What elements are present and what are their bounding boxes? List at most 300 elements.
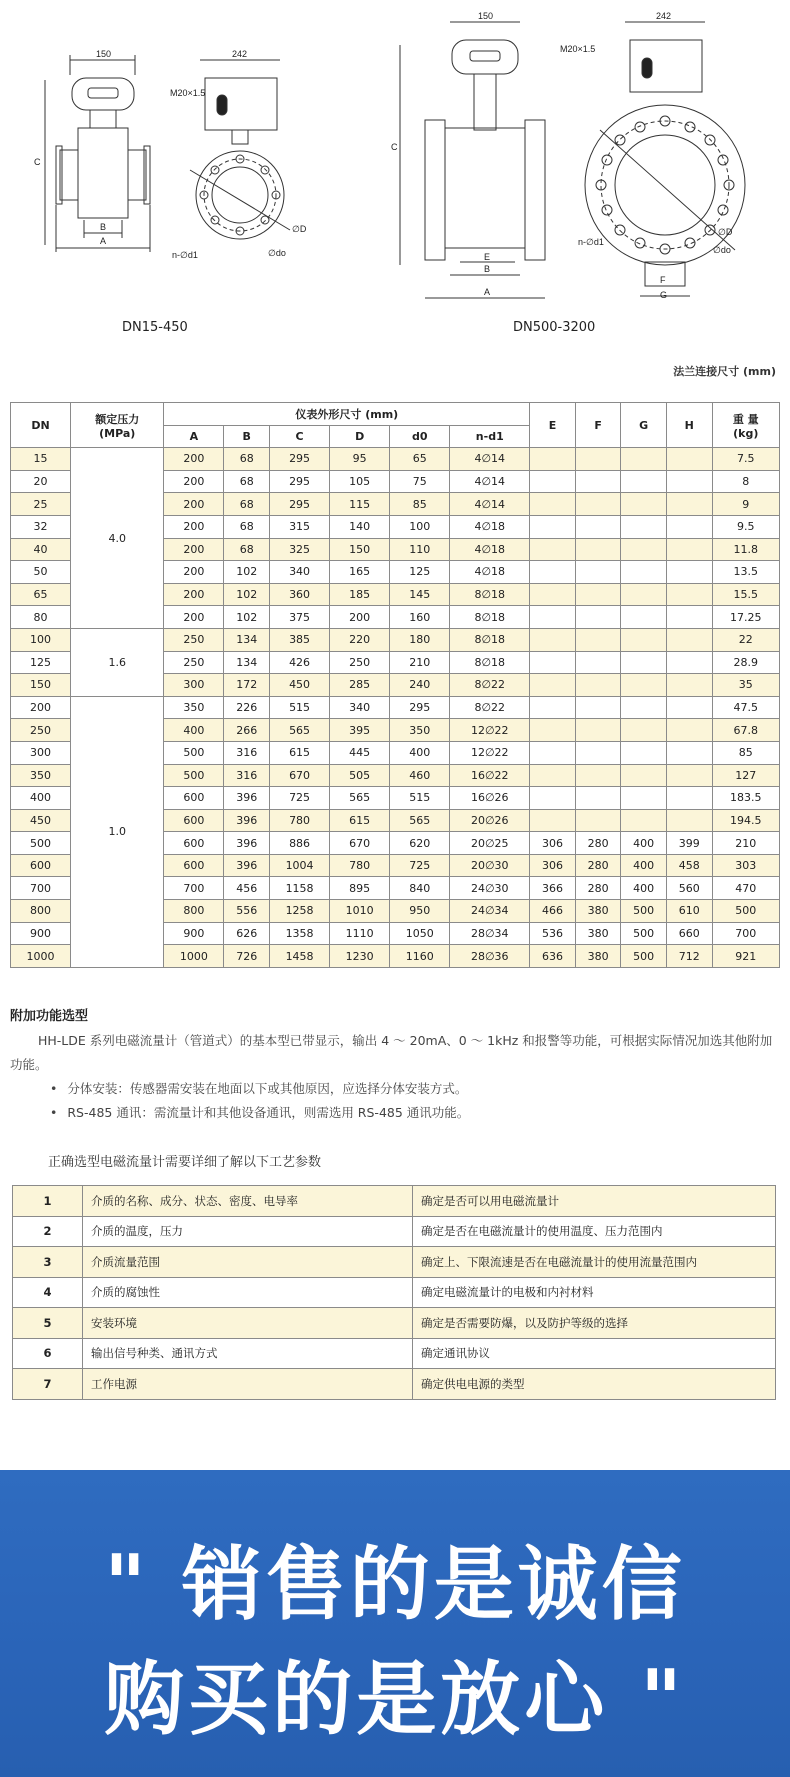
right-dim-e: E	[484, 252, 491, 262]
dimension-table	[10, 402, 780, 968]
cell-c: 615	[270, 741, 330, 764]
cell-f	[575, 674, 621, 697]
cell-dn: 150	[11, 674, 71, 697]
right-dim-d: ∅D	[718, 227, 733, 237]
cell-d0: 100	[390, 515, 450, 538]
param-cell-b: 确定是否可以用电磁流量计	[413, 1186, 776, 1217]
cell-dn: 125	[11, 651, 71, 674]
cell-d: 220	[330, 628, 390, 651]
th-weight-label: 重 量	[732, 412, 759, 426]
cell-d: 505	[330, 764, 390, 787]
cell-h	[666, 448, 712, 471]
cell-a: 1000	[164, 945, 224, 968]
cell-nd1: 20∅30	[450, 854, 530, 877]
cell-f	[575, 741, 621, 764]
cell-w: 7.5	[712, 448, 779, 471]
cell-d0: 145	[390, 583, 450, 606]
cell-w: 500	[712, 900, 779, 923]
cell-b: 396	[224, 787, 270, 810]
cell-nd1: 24∅30	[450, 877, 530, 900]
param-cell-n: 6	[13, 1338, 83, 1369]
left-dim-c: C	[34, 157, 41, 167]
cell-nd1: 16∅26	[450, 787, 530, 810]
left-front-view	[34, 49, 150, 252]
cell-nd1: 8∅18	[450, 583, 530, 606]
cell-h	[666, 538, 712, 561]
cell-c: 295	[270, 493, 330, 516]
cell-nd1: 8∅22	[450, 674, 530, 697]
cell-dn: 25	[11, 493, 71, 516]
cell-g	[621, 651, 667, 674]
cell-d: 95	[330, 448, 390, 471]
cell-d0: 125	[390, 561, 450, 584]
param-cell-a: 介质流量范围	[83, 1247, 413, 1278]
cell-d: 780	[330, 854, 390, 877]
cell-h	[666, 741, 712, 764]
cell-nd1: 4∅14	[450, 493, 530, 516]
cell-pressure: 1.0	[71, 696, 164, 967]
left-dim-d: ∅D	[292, 224, 307, 234]
cell-a: 200	[164, 606, 224, 629]
param-cell-b: 确定是否需要防爆，以及防护等级的选择	[413, 1308, 776, 1339]
table-row	[13, 1216, 776, 1247]
cell-nd1: 4∅14	[450, 470, 530, 493]
cell-g	[621, 448, 667, 471]
cell-dn: 100	[11, 628, 71, 651]
cell-dn: 40	[11, 538, 71, 561]
cell-h	[666, 628, 712, 651]
cell-b: 102	[224, 583, 270, 606]
cell-d0: 725	[390, 854, 450, 877]
cell-b: 68	[224, 448, 270, 471]
cell-f	[575, 787, 621, 810]
cell-w: 9	[712, 493, 779, 516]
cell-g: 400	[621, 854, 667, 877]
addon-item: • 分体安装：传感器需安装在地面以下或其他原因，应选择分体安装方式。	[50, 1077, 780, 1101]
cell-g	[621, 696, 667, 719]
th-g: G	[621, 403, 667, 448]
cell-dn: 800	[11, 900, 71, 923]
cell-h	[666, 493, 712, 516]
cell-a: 800	[164, 900, 224, 923]
cell-d: 395	[330, 719, 390, 742]
cell-d0: 210	[390, 651, 450, 674]
right-width150: 150	[478, 11, 494, 21]
cell-w: 183.5	[712, 787, 779, 810]
cell-d0: 565	[390, 809, 450, 832]
table-row	[13, 1247, 776, 1278]
cell-dn: 900	[11, 922, 71, 945]
cell-f: 380	[575, 945, 621, 968]
cell-a: 200	[164, 538, 224, 561]
cell-a: 500	[164, 741, 224, 764]
param-cell-a: 介质的温度，压力	[83, 1216, 413, 1247]
cell-e	[530, 493, 576, 516]
th-pressure-unit: (MPa)	[99, 426, 136, 440]
cell-g	[621, 741, 667, 764]
cell-nd1: 16∅22	[450, 764, 530, 787]
th-weight-unit: (kg)	[733, 426, 759, 440]
cell-e	[530, 809, 576, 832]
cell-a: 900	[164, 922, 224, 945]
cell-a: 600	[164, 809, 224, 832]
cell-e: 636	[530, 945, 576, 968]
cell-b: 102	[224, 561, 270, 584]
cell-g	[621, 764, 667, 787]
cell-w: 700	[712, 922, 779, 945]
left-caption: DN15-450	[122, 320, 188, 335]
cell-w: 127	[712, 764, 779, 787]
right-side-view	[560, 11, 745, 300]
cell-nd1: 8∅18	[450, 628, 530, 651]
cell-dn: 350	[11, 764, 71, 787]
cell-f: 280	[575, 877, 621, 900]
th-f: F	[575, 403, 621, 448]
cell-e	[530, 561, 576, 584]
right-dim-d0: ∅do	[713, 245, 731, 255]
cell-e	[530, 651, 576, 674]
cell-f: 280	[575, 832, 621, 855]
cell-b: 134	[224, 628, 270, 651]
cell-f: 380	[575, 922, 621, 945]
right-dim-c: C	[391, 142, 398, 152]
th-pressure-label: 额定压力	[95, 412, 140, 426]
cell-d0: 180	[390, 628, 450, 651]
cell-d0: 110	[390, 538, 450, 561]
cell-h	[666, 470, 712, 493]
cell-w: 210	[712, 832, 779, 855]
cell-c: 670	[270, 764, 330, 787]
cell-f	[575, 764, 621, 787]
cell-c: 375	[270, 606, 330, 629]
cell-b: 134	[224, 651, 270, 674]
cell-nd1: 20∅25	[450, 832, 530, 855]
cell-b: 396	[224, 832, 270, 855]
cell-f	[575, 493, 621, 516]
cell-d0: 65	[390, 448, 450, 471]
cell-c: 565	[270, 719, 330, 742]
cell-f	[575, 538, 621, 561]
cell-e	[530, 787, 576, 810]
params-table-body	[13, 1186, 776, 1400]
cell-h	[666, 809, 712, 832]
cell-a: 200	[164, 493, 224, 516]
param-cell-b: 确定是否在电磁流量计的使用温度、压力范围内	[413, 1216, 776, 1247]
cell-g	[621, 787, 667, 810]
cell-f	[575, 809, 621, 832]
cell-h	[666, 651, 712, 674]
cell-nd1: 28∅36	[450, 945, 530, 968]
technical-drawings	[0, 0, 790, 360]
cell-c: 450	[270, 674, 330, 697]
cell-e	[530, 719, 576, 742]
cell-h: 560	[666, 877, 712, 900]
addon-section	[10, 1005, 780, 1125]
cell-nd1: 8∅22	[450, 696, 530, 719]
cell-f	[575, 606, 621, 629]
cell-w: 17.25	[712, 606, 779, 629]
cell-g	[621, 538, 667, 561]
cell-dn: 200	[11, 696, 71, 719]
left-dim-d0: ∅do	[268, 248, 286, 258]
cell-e	[530, 538, 576, 561]
th-d: D	[330, 425, 390, 448]
cell-d: 140	[330, 515, 390, 538]
cell-a: 600	[164, 787, 224, 810]
cell-dn: 80	[11, 606, 71, 629]
cell-f	[575, 696, 621, 719]
table-row	[13, 1186, 776, 1217]
right-dim-a: A	[484, 287, 491, 297]
cell-f: 280	[575, 854, 621, 877]
cell-e	[530, 674, 576, 697]
cell-a: 200	[164, 448, 224, 471]
cell-c: 340	[270, 561, 330, 584]
cell-d0: 840	[390, 877, 450, 900]
cell-w: 13.5	[712, 561, 779, 584]
cell-d: 670	[330, 832, 390, 855]
cell-e: 306	[530, 832, 576, 855]
cell-f	[575, 448, 621, 471]
param-cell-n: 3	[13, 1247, 83, 1278]
cell-f: 380	[575, 900, 621, 923]
cell-h	[666, 764, 712, 787]
cell-nd1: 12∅22	[450, 719, 530, 742]
cell-a: 700	[164, 877, 224, 900]
unit-note: 法兰连接尺寸 (mm)	[673, 365, 776, 378]
cell-h: 610	[666, 900, 712, 923]
cell-e	[530, 606, 576, 629]
cell-d: 445	[330, 741, 390, 764]
cell-e	[530, 764, 576, 787]
cell-w: 15.5	[712, 583, 779, 606]
cell-c: 1158	[270, 877, 330, 900]
cell-b: 266	[224, 719, 270, 742]
cell-a: 250	[164, 628, 224, 651]
cell-h: 712	[666, 945, 712, 968]
cell-w: 303	[712, 854, 779, 877]
param-cell-n: 1	[13, 1186, 83, 1217]
cell-g	[621, 470, 667, 493]
cell-h	[666, 561, 712, 584]
cell-d: 250	[330, 651, 390, 674]
cell-a: 350	[164, 696, 224, 719]
param-cell-b: 确定通讯协议	[413, 1338, 776, 1369]
cell-d: 565	[330, 787, 390, 810]
th-d0: d0	[390, 425, 450, 448]
cell-d0: 1160	[390, 945, 450, 968]
cell-g: 500	[621, 922, 667, 945]
cell-f	[575, 470, 621, 493]
table-row	[11, 628, 780, 651]
th-h: H	[666, 403, 712, 448]
cell-b: 316	[224, 764, 270, 787]
cell-b: 172	[224, 674, 270, 697]
addon-item: • RS-485 通讯：需流量计和其他设备通讯，则需选用 RS-485 通讯功能。	[50, 1101, 780, 1125]
table-row	[13, 1308, 776, 1339]
left-side-view	[170, 49, 307, 260]
cell-a: 400	[164, 719, 224, 742]
cell-a: 300	[164, 674, 224, 697]
cell-g	[621, 561, 667, 584]
th-e: E	[530, 403, 576, 448]
addon-list	[10, 1077, 780, 1125]
cell-a: 200	[164, 515, 224, 538]
th-outline: 仪表外形尺寸 (mm)	[164, 403, 530, 426]
param-cell-a: 输出信号种类、通讯方式	[83, 1338, 413, 1369]
cell-dn: 250	[11, 719, 71, 742]
right-front-view	[391, 11, 545, 298]
cell-c: 360	[270, 583, 330, 606]
dimension-table-body	[11, 448, 780, 968]
cell-h: 399	[666, 832, 712, 855]
cell-g	[621, 606, 667, 629]
cell-f	[575, 583, 621, 606]
cell-a: 200	[164, 470, 224, 493]
cell-d0: 515	[390, 787, 450, 810]
cell-nd1: 4∅14	[450, 448, 530, 471]
cell-d0: 85	[390, 493, 450, 516]
cell-c: 295	[270, 470, 330, 493]
cell-b: 456	[224, 877, 270, 900]
cell-d: 1010	[330, 900, 390, 923]
cell-b: 68	[224, 493, 270, 516]
left-width150: 150	[96, 49, 112, 59]
cell-g	[621, 493, 667, 516]
param-cell-a: 介质的腐蚀性	[83, 1277, 413, 1308]
cell-g: 400	[621, 877, 667, 900]
cell-w: 47.5	[712, 696, 779, 719]
cell-d: 185	[330, 583, 390, 606]
cell-w: 28.9	[712, 651, 779, 674]
cell-c: 426	[270, 651, 330, 674]
cell-nd1: 20∅26	[450, 809, 530, 832]
cell-f	[575, 651, 621, 674]
cell-d0: 75	[390, 470, 450, 493]
right-dim-b: B	[484, 264, 491, 274]
slogan-line-1: " 销售的是诚信	[104, 1538, 686, 1631]
cell-d0: 160	[390, 606, 450, 629]
left-dim-b: B	[100, 222, 107, 232]
cell-h	[666, 515, 712, 538]
cell-d: 895	[330, 877, 390, 900]
cell-d: 1110	[330, 922, 390, 945]
slogan-line-2: 购买的是放心 "	[104, 1653, 686, 1746]
cell-e	[530, 628, 576, 651]
cell-d: 1230	[330, 945, 390, 968]
cell-e	[530, 448, 576, 471]
cell-e	[530, 696, 576, 719]
th-b: B	[224, 425, 270, 448]
cell-h	[666, 606, 712, 629]
cell-f	[575, 719, 621, 742]
right-dim-f: F	[660, 275, 666, 285]
right-dim-g: G	[660, 290, 668, 300]
cell-g	[621, 515, 667, 538]
cell-b: 396	[224, 854, 270, 877]
cell-b: 68	[224, 538, 270, 561]
th-nd1: n-d1	[450, 425, 530, 448]
cell-c: 886	[270, 832, 330, 855]
cell-c: 515	[270, 696, 330, 719]
cell-e: 466	[530, 900, 576, 923]
cell-dn: 300	[11, 741, 71, 764]
th-a: A	[164, 425, 224, 448]
cell-dn: 1000	[11, 945, 71, 968]
cell-h	[666, 674, 712, 697]
cell-g	[621, 809, 667, 832]
cell-d: 340	[330, 696, 390, 719]
cell-w: 35	[712, 674, 779, 697]
table-row	[13, 1338, 776, 1369]
cell-dn: 600	[11, 854, 71, 877]
cell-dn: 20	[11, 470, 71, 493]
param-cell-n: 4	[13, 1277, 83, 1308]
cell-h	[666, 787, 712, 810]
slogan-banner	[0, 1470, 790, 1777]
cell-a: 250	[164, 651, 224, 674]
cell-d: 285	[330, 674, 390, 697]
cell-e	[530, 741, 576, 764]
cell-nd1: 8∅18	[450, 606, 530, 629]
right-thread: M20×1.5	[560, 44, 596, 54]
cell-w: 8	[712, 470, 779, 493]
cell-g	[621, 674, 667, 697]
cell-dn: 400	[11, 787, 71, 810]
params-title: 正确选型电磁流量计需要详细了解以下工艺参数	[48, 1155, 322, 1170]
cell-d: 165	[330, 561, 390, 584]
param-cell-n: 7	[13, 1369, 83, 1400]
cell-pressure: 4.0	[71, 448, 164, 629]
table-row	[13, 1277, 776, 1308]
cell-nd1: 24∅34	[450, 900, 530, 923]
cell-h: 660	[666, 922, 712, 945]
param-cell-b: 确定上、下限流速是否在电磁流量计的使用流量范围内	[413, 1247, 776, 1278]
cell-g	[621, 628, 667, 651]
cell-f	[575, 515, 621, 538]
cell-dn: 15	[11, 448, 71, 471]
addon-title: 附加功能选型	[10, 1009, 89, 1024]
th-c: C	[270, 425, 330, 448]
cell-c: 1358	[270, 922, 330, 945]
cell-nd1: 4∅18	[450, 515, 530, 538]
cell-w: 470	[712, 877, 779, 900]
params-table	[12, 1185, 776, 1400]
cell-c: 315	[270, 515, 330, 538]
cell-nd1: 4∅18	[450, 561, 530, 584]
cell-d0: 460	[390, 764, 450, 787]
cell-dn: 700	[11, 877, 71, 900]
addon-intro: HH-LDE 系列电磁流量计（管道式）的基本型已带显示，输出 4 ～ 20mA、0 ～ 1kHz 和报警等功能，可根据实际情况加选其他附加功能。	[10, 1033, 773, 1072]
cell-d: 200	[330, 606, 390, 629]
table-row	[11, 448, 780, 471]
cell-c: 780	[270, 809, 330, 832]
cell-d0: 950	[390, 900, 450, 923]
left-width242: 242	[232, 49, 248, 59]
cell-b: 68	[224, 470, 270, 493]
param-cell-a: 安装环境	[83, 1308, 413, 1339]
cell-dn: 500	[11, 832, 71, 855]
cell-d0: 1050	[390, 922, 450, 945]
cell-c: 1004	[270, 854, 330, 877]
cell-c: 325	[270, 538, 330, 561]
cell-e	[530, 515, 576, 538]
cell-b: 226	[224, 696, 270, 719]
cell-c: 1458	[270, 945, 330, 968]
cell-w: 22	[712, 628, 779, 651]
cell-d0: 620	[390, 832, 450, 855]
cell-g: 400	[621, 832, 667, 855]
